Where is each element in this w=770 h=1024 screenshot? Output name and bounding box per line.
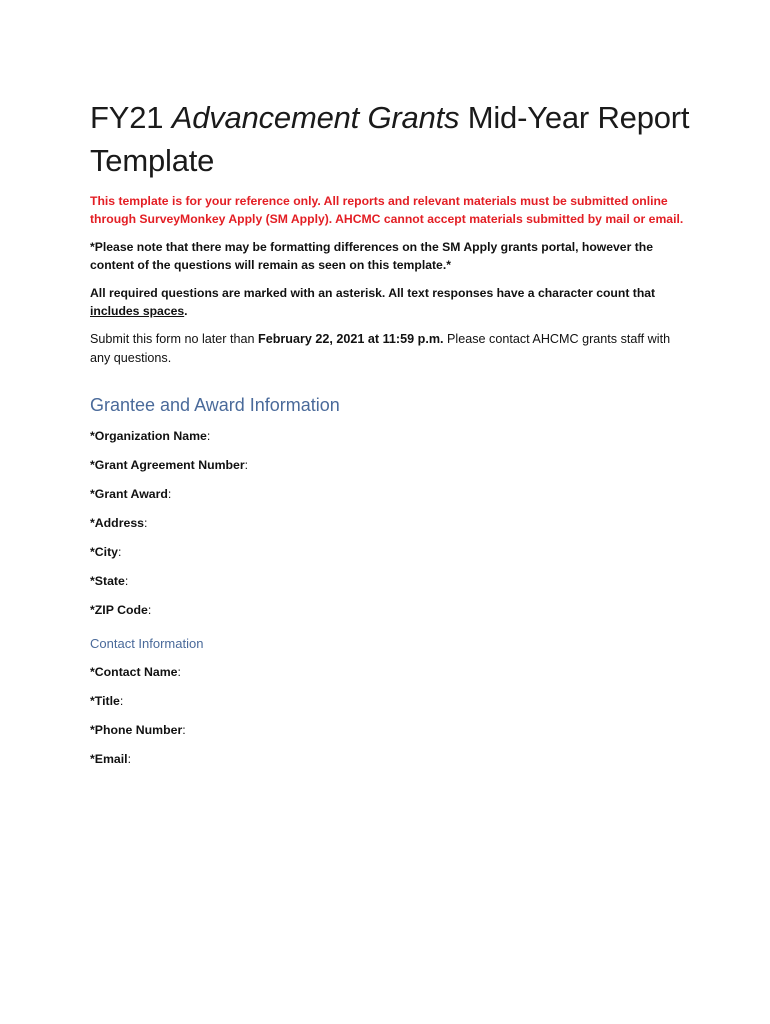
field-colon: : <box>147 603 152 617</box>
field-label: *Phone Number <box>90 723 183 737</box>
field-colon: : <box>127 752 132 766</box>
field-colon: : <box>124 574 129 588</box>
field-colon: : <box>244 458 249 472</box>
submit-deadline: February 22, 2021 at 11:59 p.m. <box>258 332 444 346</box>
submit-prefix: Submit this form no later than <box>90 332 258 346</box>
field-city <box>90 544 690 560</box>
field-label: *ZIP Code <box>90 603 148 617</box>
field-label: *State <box>90 574 125 588</box>
field-email <box>90 751 690 767</box>
field-colon: : <box>119 694 124 708</box>
field-colon: : <box>206 429 211 443</box>
field-label: *Grant Award <box>90 487 168 501</box>
field-label: *City <box>90 545 119 559</box>
field-colon: : <box>182 723 186 737</box>
field-label: *Address <box>90 516 144 530</box>
field-colon: : <box>177 665 181 679</box>
field-label: *Title <box>90 694 120 708</box>
field-address <box>90 515 690 531</box>
title-prefix: FY21 <box>90 100 172 135</box>
field-colon: : <box>167 487 172 501</box>
field-label: *Email <box>90 752 128 766</box>
field-label: *Contact Name <box>90 665 178 679</box>
field-title <box>90 693 690 709</box>
formatting-note: *Please note that there may be formatting differences on the SM Apply grants portal, however the content of the questions will remain as seen on this template.* <box>90 240 653 272</box>
field-grant-award <box>90 486 690 502</box>
grantee-section-heading: Grantee and Award Information <box>90 395 340 415</box>
required-note-end: . <box>184 304 188 318</box>
field-colon: : <box>144 516 148 530</box>
required-note-main: All required questions are marked with an asterisk. All text responses have a character count that <box>90 286 656 300</box>
title-suffix: Mid-Year Report Template <box>90 100 690 178</box>
title-italic: Advancement Grants <box>171 100 460 135</box>
field-organization-name <box>90 428 690 444</box>
document-content <box>90 96 690 780</box>
required-note <box>90 284 690 320</box>
document-title <box>90 96 690 182</box>
required-note-underlined: includes spaces <box>90 304 185 318</box>
contact-section-heading: Contact Information <box>90 636 204 651</box>
field-label: *Organization Name <box>90 429 207 443</box>
submit-suffix: Please contact AHCMC grants staff with any questions. <box>90 332 671 365</box>
field-zip-code <box>90 602 690 618</box>
grantee-fields <box>90 428 690 618</box>
submit-instructions <box>90 330 690 368</box>
contact-fields <box>90 664 690 767</box>
field-label: *Grant Agreement Number <box>90 458 245 472</box>
field-phone-number <box>90 722 690 738</box>
field-contact-name <box>90 664 690 680</box>
field-state <box>90 573 690 589</box>
field-colon: : <box>118 545 122 559</box>
field-grant-agreement-number <box>90 457 690 473</box>
reference-warning: This template is for your reference only. All reports and relevant materials must be submitted online through SurveyMonkey Apply (SM Apply). AHCMC cannot accept materials submitted by mail or email. <box>90 194 684 226</box>
